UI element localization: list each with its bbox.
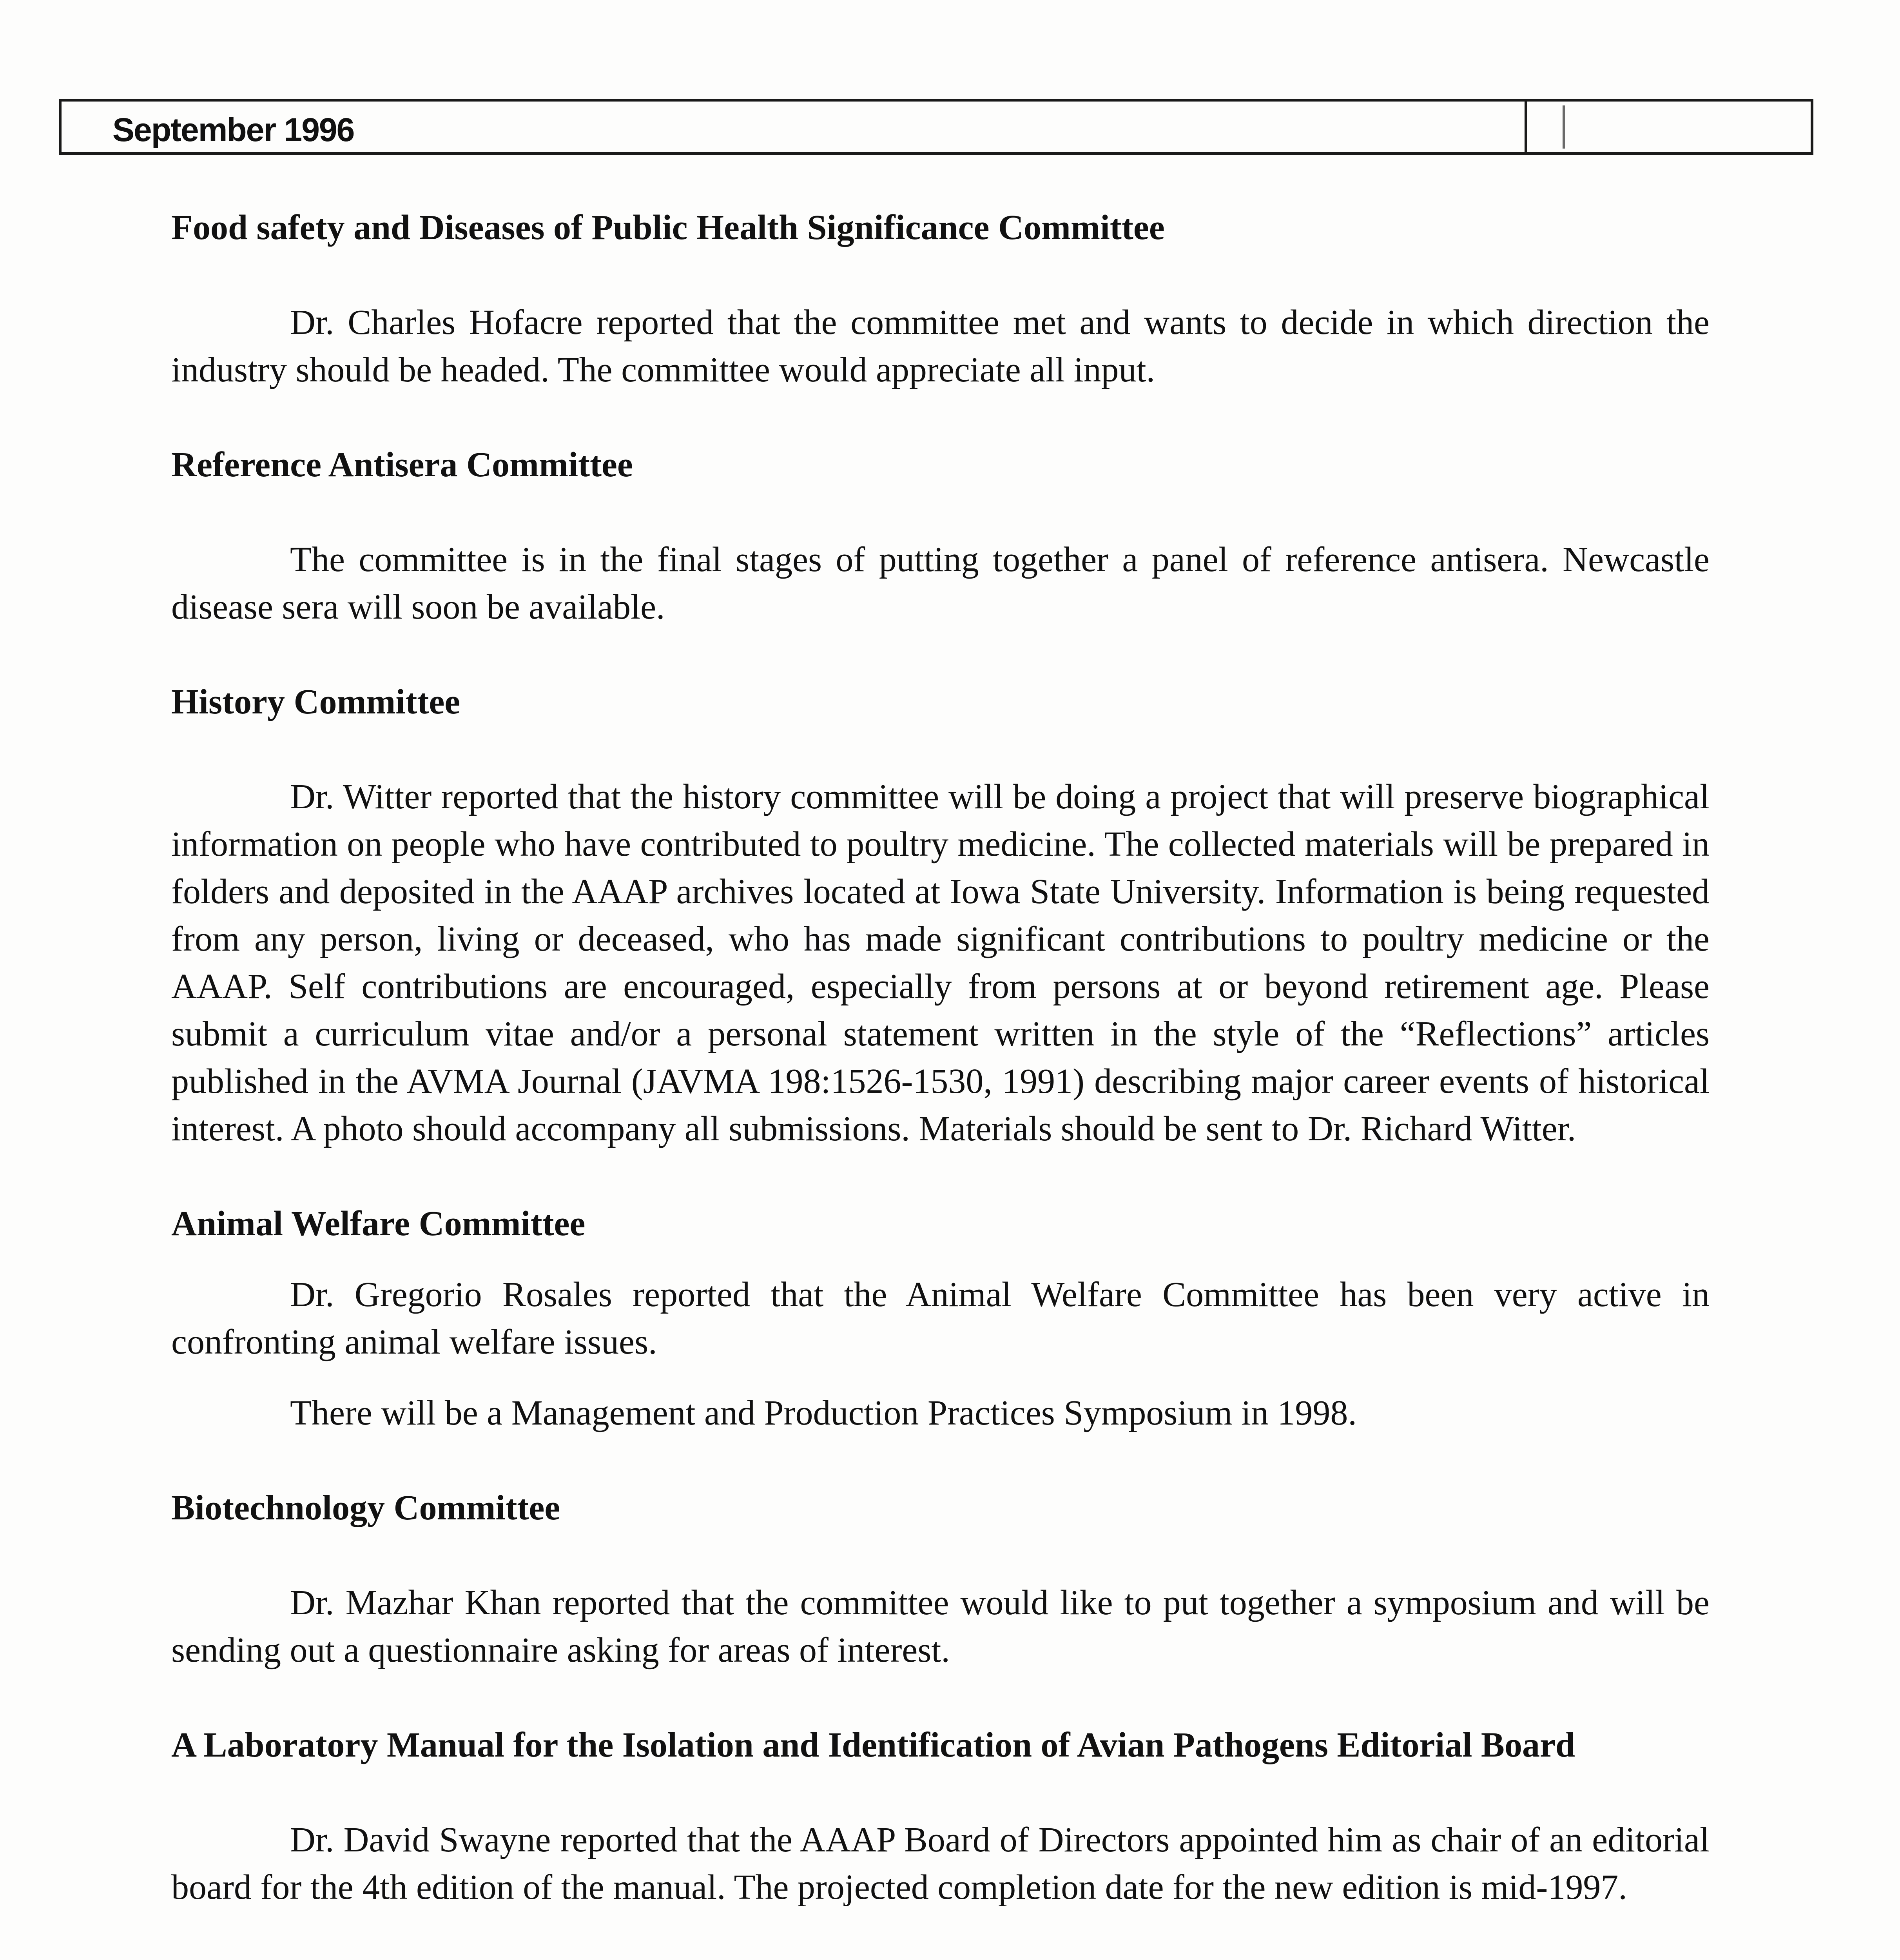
header-cell-mark xyxy=(1563,105,1565,149)
page-content xyxy=(171,204,1710,1960)
section-food-safety xyxy=(171,204,1710,394)
section-paragraph: Dr. Charles Hofacre reported that the committee met and wants to decide in which direction the industry should be headed. The committee would appreciate all input. xyxy=(171,303,1710,389)
section-heading: Reference Antisera Committee xyxy=(171,445,633,484)
header-date: September 1996 xyxy=(112,111,354,148)
section-heading: A Laboratory Manual for the Isolation and Identification of Avian Pathogens Editorial Board xyxy=(171,1726,1575,1764)
section-heading: Food safety and Diseases of Public Health Significance Committee xyxy=(171,208,1165,247)
section-heading: Biotechnology Committee xyxy=(171,1488,560,1527)
section-animal-welfare xyxy=(171,1200,1710,1437)
section-heading: History Committee xyxy=(171,682,460,721)
section-paragraph: The committee is in the final stages of putting together a panel of reference antisera. Newcastle disease sera will soon be available. xyxy=(171,540,1710,626)
section-paragraph: Dr. Gregorio Rosales reported that the Animal Welfare Committee has been very active in confronting animal welfare issues. xyxy=(171,1275,1710,1361)
section-reference-antisera xyxy=(171,441,1710,631)
section-electronics-information xyxy=(171,1958,1710,1960)
header-divider xyxy=(1525,102,1527,152)
section-biotechnology xyxy=(171,1484,1710,1674)
page-header xyxy=(59,99,1813,155)
section-paragraph: Dr. Witter reported that the history committee will be doing a project that will preserve biographical information on people who have contributed to poultry medicine. The collected materials will be prepared in folders and deposited in the AAAP archives located at Iowa State University. Information is being requested from any person, living or deceased, who has made significant contributions to poultry medicine or the AAAP. Self contributions are encouraged, especially from persons at or beyond retirement age. Please submit a curriculum vitae and/or a personal statement written in the style of the “Reflections” articles published in the AVMA Journal (JAVMA 198:1526-1530, 1991) describing major career events of historical interest. A photo should accompany all submissions. Materials should be sent to Dr. Richard Witter. xyxy=(171,777,1710,1148)
section-paragraph: There will be a Management and Production Practices Symposium in 1998. xyxy=(290,1394,1357,1432)
section-paragraph: Dr. Mazhar Khan reported that the committee would like to put together a symposium and will be sending out a questionnaire asking for areas of interest. xyxy=(171,1583,1710,1670)
section-lab-manual-editorial-board xyxy=(171,1721,1710,1911)
section-heading: Animal Welfare Committee xyxy=(171,1204,586,1243)
section-paragraph: Dr. David Swayne reported that the AAAP Board of Directors appointed him as chair of an editorial board for the 4th edition of the manual. The projected completion date for the new edition is mid-1997. xyxy=(171,1820,1710,1907)
section-history xyxy=(171,678,1710,1152)
section-heading xyxy=(171,1958,1710,1960)
